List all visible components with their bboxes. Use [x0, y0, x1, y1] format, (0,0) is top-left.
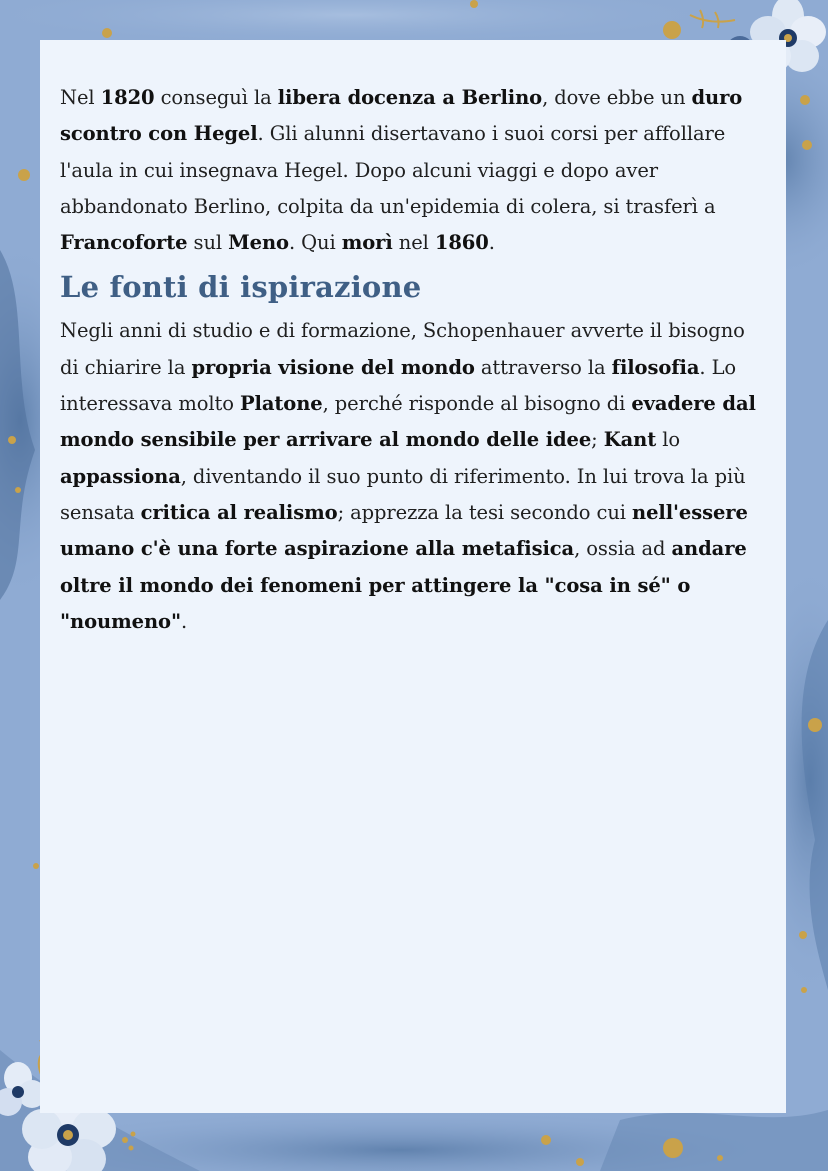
bold-run: morì — [341, 231, 393, 255]
text-run: . Gli alunni disertavano i suoi corsi per affollare l'aula in cui insegnava Hegel. Dopo alcuni viaggi e dopo aver abbandonato Berlino, colpita da un'epidemia di colera, si trasferì a — [60, 122, 726, 218]
bold-run: 1820 — [100, 86, 155, 109]
bold-run: andare oltre il mondo dei fenomeni per attingere la "cosa in sé" o "noumeno" — [60, 537, 747, 633]
bold-run: libera docenza a Berlino — [277, 86, 543, 109]
text-run: ; — [591, 428, 604, 452]
bold-run: propria visione del mondo — [191, 355, 475, 379]
bold-run: evadere dal mondo sensibile per arrivare al mondo delle idee — [60, 392, 756, 452]
text-run: . — [488, 231, 495, 255]
text-run: ; apprezza la tesi secondo cui — [337, 500, 633, 524]
text-run: . — [181, 609, 188, 633]
text-run: conseguì la — [154, 86, 278, 109]
text-run: Nel — [60, 86, 101, 109]
text-run: . Qui — [288, 231, 342, 255]
bold-run: Meno — [228, 231, 289, 255]
section-heading: Le fonti di ispirazione — [60, 270, 422, 305]
text-run: , ossia ad — [574, 537, 672, 561]
bold-run: Platone — [239, 392, 323, 416]
text-run: . Lo interessava molto — [60, 355, 737, 416]
bold-run: critica al realismo — [140, 500, 338, 524]
bold-run: 1860 — [434, 231, 489, 255]
bold-run: appassiona — [60, 464, 181, 488]
bold-run: nell'essere umano c'è una forte aspirazione alla metafisica — [60, 500, 748, 561]
bold-run: Kant — [603, 428, 657, 452]
text-run: Negli anni di studio e di formazione, Schopenhauer avverte il bisogno di chiarire la — [60, 319, 745, 379]
paragraph-inspiration — [60, 313, 765, 640]
text-run: , diventando il suo punto di riferimento. In lui trova la più sensata — [60, 464, 746, 524]
text-run: nel — [392, 231, 435, 255]
text-run: , perché risponde al bisogno di — [322, 392, 632, 416]
bold-run: Francoforte — [60, 231, 188, 255]
bold-run: filosofia — [611, 355, 700, 379]
document-body — [60, 80, 765, 640]
text-run: , dove ebbe un — [542, 86, 692, 109]
text-run: sul — [187, 231, 229, 255]
text-run: lo — [656, 428, 680, 452]
paragraph-biography — [60, 80, 765, 261]
bold-run: duro scontro con Hegel — [60, 86, 743, 146]
text-run: attraverso la — [474, 355, 612, 379]
